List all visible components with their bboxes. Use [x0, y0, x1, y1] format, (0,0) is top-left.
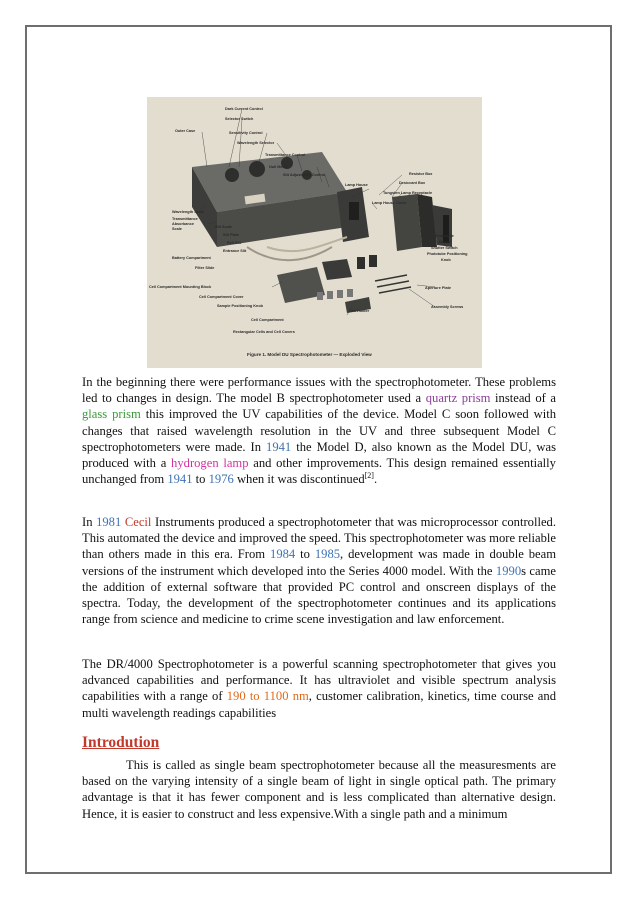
label-entrance-slit: Entrance Slit: [223, 249, 247, 253]
figure-caption: Figure 1. Model DU Spectrophotometer — Exploded View: [247, 352, 372, 357]
link-year-1985[interactable]: 1985: [314, 547, 341, 562]
label-desiccant-box: Desiccant Box: [399, 181, 426, 185]
label-lamp-house: Lamp House: [345, 183, 368, 187]
label-cell-holder: Cell Holder: [349, 309, 370, 313]
label-cell-compartment: Cell Compartment: [251, 318, 284, 322]
link-year-1976[interactable]: 1976: [208, 472, 234, 487]
link-year-1941[interactable]: 1941: [266, 439, 292, 454]
link-quartz-prism[interactable]: quartz prism: [425, 391, 491, 406]
label-knob: Knob: [441, 258, 451, 262]
label-selector-switch: Selector Switch: [225, 117, 254, 121]
link-hydrogen-lamp[interactable]: hydrogen lamp: [171, 456, 249, 471]
label-phototube-pos: Phototube Positioning: [427, 252, 468, 256]
link-year-1984[interactable]: 1984: [270, 547, 296, 562]
label-outer-case: Outer Case: [175, 129, 196, 133]
label-slit-adjust: Slit Adjustment Control: [283, 173, 326, 177]
link-year-1941-b[interactable]: 1941: [167, 472, 193, 487]
label-mounting-block: Cell Compartment Mounting Block: [149, 285, 212, 289]
link-year-1981[interactable]: 1981: [96, 515, 122, 529]
label-sample-knob: Sample Positioning Knob: [217, 304, 263, 308]
label-lamp-cover: Lamp House Cover: [372, 201, 407, 205]
label-house: House: [439, 240, 451, 244]
paragraph-dr4000: The DR/4000 Spectrophotometer is a powerful scanning spectrophotometer that gives you advanced capabilities and performance. It has ultraviolet and visible spectrum analysis capabilities with a range of 190 to 1100 nm, customer calibration, kinetics, time course and multi wavelength readings capabilities: [82, 657, 556, 720]
label-absorbance-scale: Absorbance: [172, 222, 194, 226]
wavelength-range: 190 to 1100 nm: [226, 689, 309, 704]
label-filter-slide: Filter Slide: [195, 266, 215, 270]
label-rect-cells: Rectangular Cells and Cell Covers: [233, 330, 295, 334]
exploded-view-diagram: [147, 97, 482, 368]
link-glass-prism[interactable]: glass prism: [82, 407, 141, 422]
link-year-1990[interactable]: 1990: [495, 563, 522, 578]
label-phototube: Phototube: [435, 234, 454, 238]
label-tungsten: Tungsten Lamp Receptacle: [383, 191, 433, 195]
label-transmittance-scale: Transmittance: [172, 217, 198, 221]
label-sensitivity: Sensitivity Control: [229, 131, 263, 135]
spectrophotometer-figure: [147, 97, 482, 368]
citation-ref[interactable]: [2]: [364, 471, 374, 481]
label-resistor-box: Resistor Box: [409, 172, 433, 176]
section-heading-introduction: Introdution: [82, 734, 160, 751]
paragraph-history-models: In the beginning there were performance issues with the spectrophotometer. These problems led to changes in design. The model B spectrophotometer used a quartz prism instead of a glass prism this improved the UV capabilities of the device. Model C soon followed with changes that raised wavelength resolution in the UV and three subsequent Model C spectrophotometers were made. In 1941 the Model D, also known as the Model DU, was produced with a hydrogen lamp and other improvements. This design remained essentially unchanged from 1941 to 1976 when it was discontinued[2].: [82, 375, 556, 487]
label-transmittance: Transmittance Control: [265, 153, 306, 157]
label-exit-slit: Exit Slit: [227, 241, 241, 245]
label-aperture-plate: Aperture Plate: [425, 286, 451, 290]
label-null-meter: Null Meter: [269, 165, 288, 169]
label-wavelength-scale: Wavelength Scale: [172, 210, 205, 214]
paragraph-introduction: This is called as single beam spectrophotometer because all the measuresments are based on the varying intensity of a single beam of light in single optical path. The primary advantage is that it has fewer component and is less complicated than alternative design. Hence, it is easier to construct and less expensive.With a single path and a minimum: [82, 758, 556, 821]
label-shutter: Shutter Switch: [431, 246, 458, 250]
label-slit-plate: Slit Plate: [223, 233, 240, 237]
label-wavelength-selector: Wavelength Selector: [237, 141, 275, 145]
label-assembly-screws: Assembly Screws: [431, 305, 464, 309]
label-battery: Battery Compartment: [172, 256, 211, 260]
label-cover: Cell Compartment Cover: [199, 295, 244, 299]
label-dark-current: Dark Current Control: [225, 107, 263, 111]
link-cecil[interactable]: Cecil: [124, 515, 152, 529]
label-slit-scale: Slit Scale: [215, 225, 232, 229]
paragraph-modern-history: In 1981 Cecil Instruments produced a spectrophotometer that was microprocessor controlled. This automated the device and improved the speed. This spectrophotometer was more reliable than others made in this era. From 1984 to 1985, development was made in double beam versions of the instrument which developed into the Series 4000 model. With the 1990s came the addition of external software that provided PC control and onscreen displays of the spectra. Today, the development of the spectrophotometer continues and its applications range from science and medicine to crime scene investigation and law enforcement.: [82, 515, 556, 627]
label-scale: Scale: [172, 227, 182, 231]
